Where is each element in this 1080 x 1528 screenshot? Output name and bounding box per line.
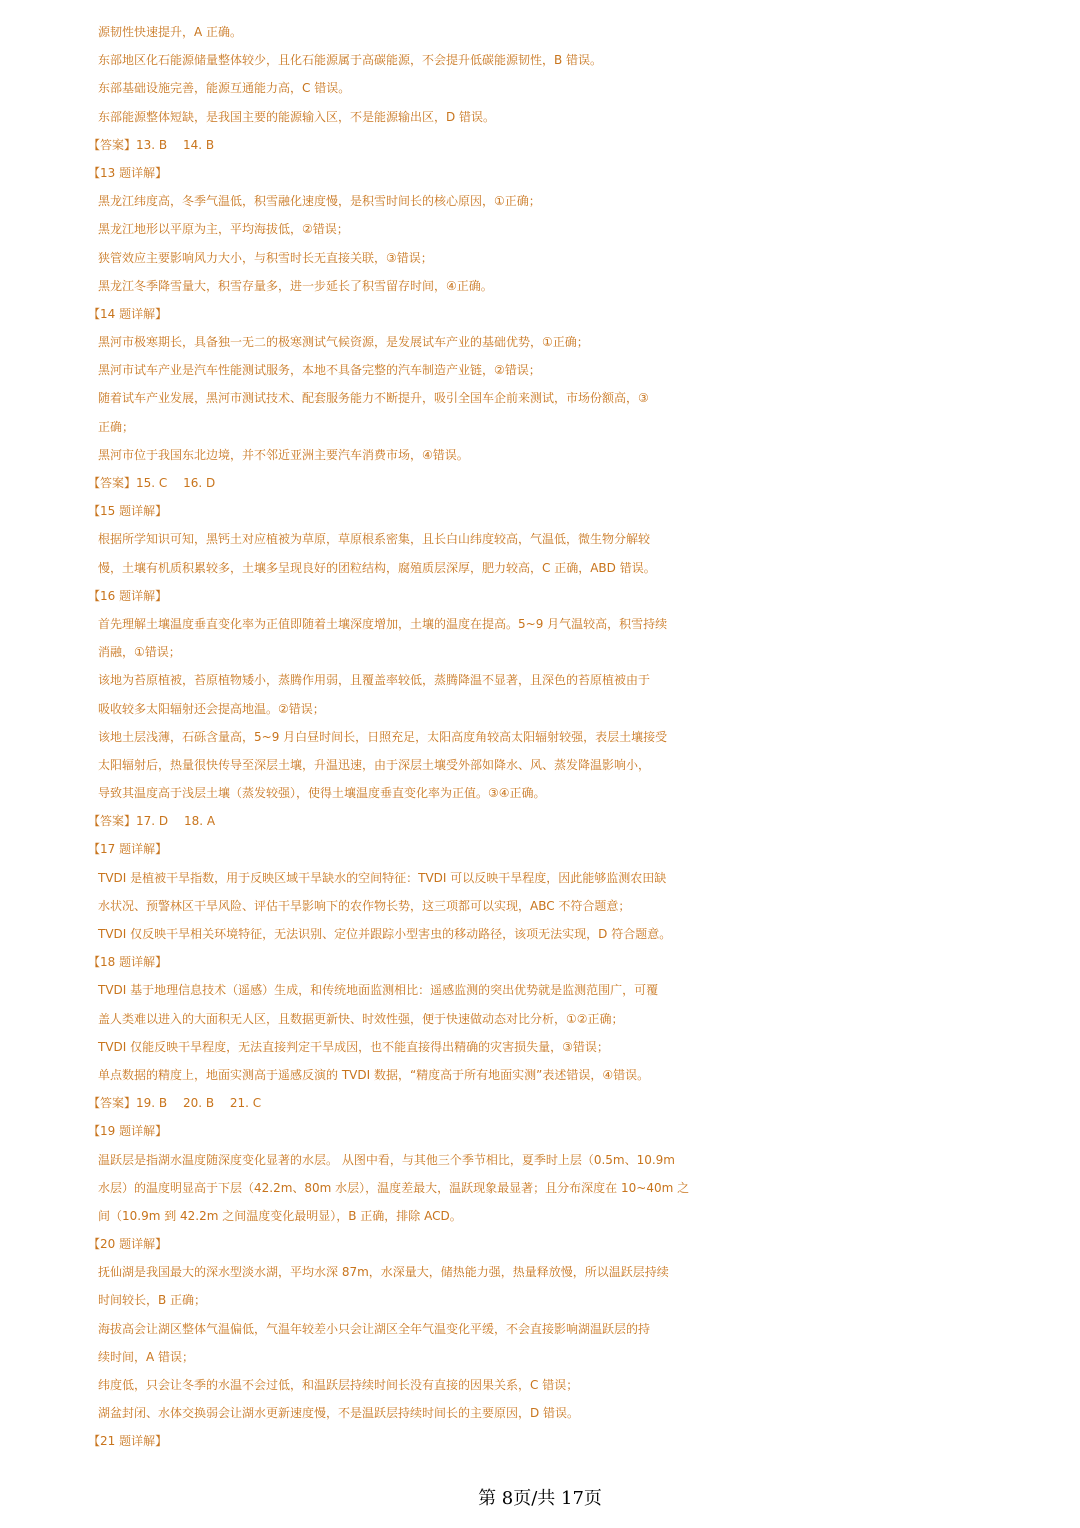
text-line: 时间较长，B 正确； [98,1293,207,1308]
text-line: 间（10.9m 到 42.2m 之间温度变化最明显），B 正确，排除 ACD。 [98,1208,462,1223]
text-line: 消融，①错误； [98,645,181,660]
section-heading: 【17 题详解】 [88,842,168,857]
text-line: 黑河市位于我国东北边境，并不邻近亚洲主要汽车消费市场，④错误。 [98,447,469,462]
text-line: 盖人类难以进入的大面积无人区，且数据更新快、时效性强，便于快速做动态对比分析，①②正确； [98,1011,624,1026]
section-heading: 【答案】17. D 18. A [88,814,216,829]
text-line: 单点数据的精度上，地面实测高于遥感反演的 TVDI 数据，“精度高于所有地面实测”表述错误，④错误。 [98,1067,650,1082]
section-heading: 【答案】19. B 20. B 21. C [88,1096,262,1111]
text-line: 海拔高会让湖区整体气温偏低，气温年较差小只会让湖区全年气温变化平缓，不会直接影响湖温跃层的持 [98,1321,651,1336]
text-line: 抚仙湖是我国最大的深水型淡水湖，平均水深 87m，水深量大，储热能力强，热量释放慢，所以温跃层持续 [98,1265,669,1280]
text-line: 湖盆封闭、水体交换弱会让湖水更新速度慢，不是温跃层持续时间长的主要原因，D 错误。 [98,1406,580,1421]
text-line: 续时间，A 错误； [98,1349,195,1364]
text-line: 黑河市极寒期长，具备独一无二的极寒测试气候资源，是发展试车产业的基础优势，①正确； [98,335,589,350]
section-heading: 【16 题详解】 [88,588,168,603]
text-line: 导致其温度高于浅层土壤（蒸发较强），使得土壤温度垂直变化率为正值。③④正确。 [98,786,546,801]
text-line: 该地土层浅薄，石砾含量高，5~9 月白昼时间长，日照充足，太阳高度角较高太阳辐射较强，表层土壤接受 [98,729,668,744]
text-line: TVDI 仅反映干旱相关环境特征，无法识别、定位并跟踪小型害虫的移动路径，该项无法实现，D 符合题意。 [98,927,672,941]
text-line: 水状况、预警林区干旱风险、评估干旱影响下的农作物长势，这三项都可以实现，ABC 不符合题意； [98,898,631,913]
text-line: 首先理解土壤温度垂直变化率为正值即随着土壤深度增加，土壤的温度在提高。5~9 月气温较高，积雪持续 [98,616,668,631]
text-line: 纬度低，只会让冬季的水温不会过低，和温跃层持续时间长没有直接的因果关系，C 错误； [98,1378,579,1392]
text-line: 温跃层是指湖水温度随深度变化显著的水层。 从图中看，与其他三个季节相比，夏季时上层（0.5m、10.9m [98,1152,675,1167]
text-line: 慢，土壤有机质积累较多，土壤多呈现良好的团粒结构，腐殖质层深厚，肥力较高，C 正确，ABD 错误。 [98,560,656,575]
text-line: 吸收较多太阳辐射还会提高地温。②错误； [98,701,325,716]
section-heading: 【14 题详解】 [88,306,168,321]
text-line: 狭管效应主要影响风力大小，与积雪时长无直接关联，③错误； [98,250,433,265]
text-line: 东部基础设施完善，能源互通能力高，C 错误。 [98,81,351,96]
text-line: 随着试车产业发展，黑河市测试技术、配套服务能力不断提升，吸引全国车企前来测试，市场份额高，③ [98,391,649,406]
text-line: 黑龙江纬度高，冬季气温低，积雪融化速度慢，是积雪时间长的核心原因，①正确； [98,194,541,209]
text-line: 黑河市试车产业是汽车性能测试服务，本地不具备完整的汽车制造产业链，②错误； [98,363,541,378]
section-heading: 【20 题详解】 [88,1237,168,1252]
section-heading: 【19 题详解】 [88,1124,168,1139]
section-heading: 【15 题详解】 [88,504,168,519]
page-footer: 第 8页/共 17页 [478,1488,602,1509]
text-line: 东部能源整体短缺，是我国主要的能源输入区，不是能源输出区，D 错误。 [98,109,496,124]
text-line: 黑龙江地形以平原为主，平均海拔低，②错误； [98,222,349,237]
text-line: 源韧性快速提升，A 正确。 [98,25,243,39]
section-heading: 【21 题详解】 [88,1434,168,1449]
text-line: TVDI 仅能反映干旱程度，无法直接判定干旱成因，也不能直接得出精确的灾害损失量，③错误； [98,1039,609,1054]
text-line: 水层）的温度明显高于下层（42.2m、80m 水层），温度差最大，温跃现象最显著；且分布深度在 10~40m 之 [98,1180,690,1195]
text-line: 太阳辐射后，热量很快传导至深层土壤，升温迅速，由于深层土壤受外部如降水、风、蒸发降温影响小， [98,757,651,772]
text-line: TVDI 基于地理信息技术（遥感）生成，和传统地面监测相比：遥感监测的突出优势就是监测范围广，可覆 [98,983,659,998]
section-heading: 【答案】13. B 14. B [88,137,215,152]
section-heading: 【答案】15. C 16. D [88,476,216,490]
text-line: 正确； [98,419,135,434]
text-line: 东部地区化石能源储量整体较少，且化石能源属于高碳能源，不会提升低碳能源韧性，B 错误。 [98,53,603,68]
section-heading: 【13 题详解】 [88,165,168,180]
text-line: TVDI 是植被干旱指数，用于反映区域干旱缺水的空间特征：TVDI 可以反映干旱程度，因此能够监测农田缺 [98,870,667,885]
text-line: 该地为苔原植被，苔原植物矮小，蒸腾作用弱，且覆盖率较低，蒸腾降温不显著，且深色的苔原植被由于 [98,673,651,688]
section-heading: 【18 题详解】 [88,955,168,970]
text-line: 黑龙江冬季降雪量大，积雪存量多，进一步延长了积雪留存时间，④正确。 [98,278,493,293]
answer-explanation-text [88,18,988,1456]
text-line: 根据所学知识可知，黑钙土对应植被为草原，草原根系密集，且长白山纬度较高，气温低，微生物分解较 [98,532,651,547]
